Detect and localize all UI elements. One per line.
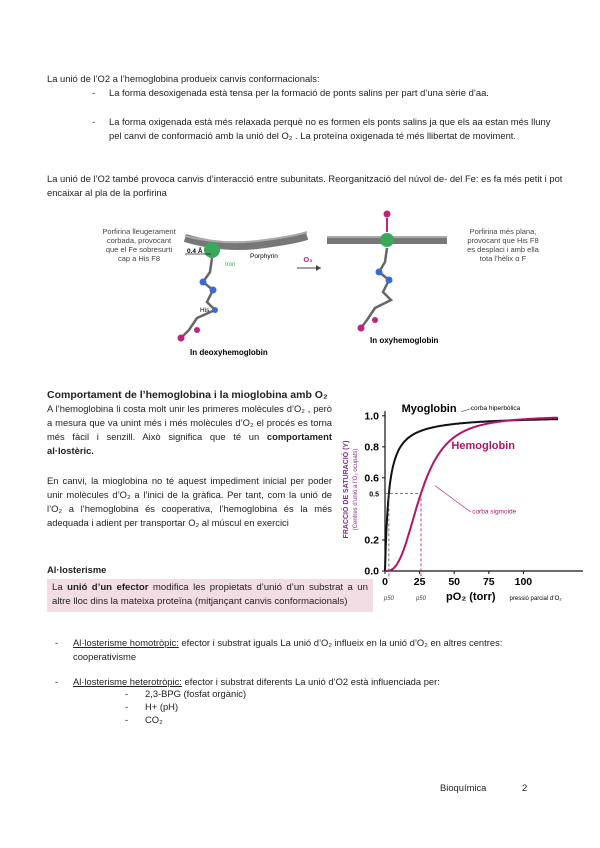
myoglobin-label: Myoglobin [401, 402, 457, 415]
allo-callout [47, 579, 373, 612]
chart-series [385, 403, 558, 571]
homotropic-text [73, 636, 561, 664]
footer-subject: Bioquímica [440, 782, 487, 793]
hemoglobin-p50-label: p50 [415, 596, 426, 602]
x-tick-label: 75 [482, 576, 495, 588]
effector-bpg: 2,3-BPG (fosfat orgànic) [145, 688, 247, 699]
heterotropic-item: - Al·losterisme heterotròpic: efector i substrat diferents La unió d’O2 està influenciada per: [55, 675, 561, 689]
distance-label: 0.4 Å [187, 248, 203, 255]
y-tick-label: 0.0 [364, 565, 379, 578]
callout-post: modifica les propietats d’unió d’un substrat a un altre lloc dins la mateixa proteïna (mitjançant canvis conformacionals) [52, 582, 368, 608]
oxygen-molecule [384, 211, 391, 218]
right-caption: Porfirina més plana, provocant que His F8 es desplaci i amb ella tota l’hèlix α F [467, 227, 539, 263]
section-p1-text: A l’hemoglobina li costa molt unir les primeres molècules d’O₂ , però a mesura que va unint més i més molècules d’O₂ el procés es torna més fàcil i senzill. Això significa que té un [47, 403, 332, 443]
sigmoid-annotation: corba sigmoide [472, 508, 517, 516]
homotropic-label: Al·losterisme homotròpic: [73, 637, 179, 648]
homotropic-desc: efector i substrat iguals La unió d’O₂ influeix en la unió d’O₂ en altres centres: cooperativisme [73, 637, 503, 663]
callout-pre: La [52, 582, 68, 593]
o2-label: O₂ [303, 255, 313, 264]
saturation-chart [330, 388, 588, 608]
bullet-deoxy: - La forma desoxigenada està tensa per la formació de ponts salins per part d’una sèrie d’aa. [92, 86, 562, 100]
callout-bold: unió d’un efector [67, 582, 149, 593]
effector-item: - 2,3-BPG (fosfat orgànic) [125, 688, 247, 699]
bullet-oxy: - La forma oxigenada està més relaxada perquè no es formen els ponts salins ja que els aa estan més lluny pel canvi de conformació amb la unió del O₂ . La proteïna oxigenada té més llibertat de moviment. [92, 115, 562, 143]
histidine-chain-left [181, 258, 215, 338]
effector-h: H+ (pH) [145, 701, 179, 712]
y-tick-label: 0.2 [364, 534, 379, 547]
section-paragraph-1 [47, 402, 332, 458]
effector-co2: CO₂ [145, 714, 163, 725]
left-caption: Porfirina lleugerament corbada, provocant que el Fe sobresurti cap a His F8 [102, 227, 176, 263]
heme-figure [85, 210, 545, 360]
hemoglobin-label: Hemoglobin [451, 439, 515, 452]
section-p1-bold: comportament al·lostèric. [47, 431, 332, 457]
oxy-label: In oxyhemoglobin [370, 336, 439, 345]
iron-atom-right [380, 233, 394, 247]
y-tick-label: 1.0 [364, 410, 379, 423]
effector-item: - CO₂ [125, 714, 163, 725]
y-tick-label: 0.8 [364, 441, 379, 454]
effector-item: - H+ (pH) [125, 701, 179, 712]
y-axis-note: (Centres d’unió a l’O₂ ocupats) [353, 448, 359, 531]
intro-line: La unió de l’O2 a l’hemoglobina produeix canvis conformacionals: [47, 73, 320, 84]
his-label: His [200, 307, 210, 314]
heterotropic-desc: efector i substrat diferents La unió d’O2 està influenciada per: [181, 676, 440, 687]
hyperbolic-annotation: corba hiperbòlica [470, 404, 521, 412]
hyperbolic-pointer [461, 409, 471, 412]
half-saturation-label: 0.5 [369, 491, 379, 499]
y-tick-label: 0.6 [364, 472, 379, 485]
deoxy-label: In deoxyhemoglobin [190, 348, 268, 357]
x-axis-note: pressió parcial d’O₂ [509, 596, 562, 602]
x-tick-label: 25 [413, 576, 426, 588]
y-axis-label: FRACCIÓ DE SATURACIÓ (Y) [343, 440, 350, 539]
x-axis-label: pO₂ (torr) [446, 591, 496, 603]
myoglobin-p50-label: p50 [383, 596, 394, 602]
section-paragraph-2: En canvi, la mioglobina no té aquest impediment inicial per poder unir molècules d’O₂ a l’inici de la gràfica. Per tant, com la unió de l’O₂ a l’hemoglobina és cooperativa, l’hemoglobina és la més adequada i adient per transportar O₂ al múscul en exercici [47, 475, 332, 529]
page-number: 2 [522, 782, 528, 793]
iron-label: Iron [225, 262, 236, 268]
x-tick-label: 0 [382, 576, 388, 588]
x-tick-label: 100 [514, 576, 533, 588]
porphyrin-label: Porphyrin [250, 253, 278, 260]
bullet-deoxy-text: La forma desoxigenada està tensa per la formació de ponts salins per part d’una sèrie d’aa. [109, 87, 489, 98]
effector-list [125, 687, 246, 726]
sigmoid-pointer [435, 486, 471, 512]
histidine-chain-right [361, 248, 391, 328]
allo-heading: Al·losterisme [47, 564, 107, 575]
homotropic-item: - Al·losterisme homotròpic: efector i substrat iguals La unió d’O₂ influeix en la unió d’O₂ en altres centres: cooperativisme [55, 636, 561, 664]
subunit-paragraph: La unió de l’O2 també provoca canvis d’interacció entre subunitats. Reorganització del núvol de- del Fe: es fa més petit i pot encaixar al pla de la porfirina [47, 173, 563, 199]
chart-axes [385, 411, 583, 571]
bullet-oxy-text: La forma oxigenada està més relaxada perquè no es formen els ponts salins ja que els aa estan més lluny pel canvi de conformació amb la unió del O₂ . La proteïna oxigenada té més llibertat de moviment. [109, 116, 551, 142]
chart-annotations [369, 402, 521, 602]
section-title: Comportament de l’hemoglobina i la mioglobina amb O₂ [47, 389, 328, 401]
x-tick-label: 50 [448, 576, 461, 588]
iron-atom-left [204, 242, 220, 258]
heterotropic-label: Al·losterisme heterotròpic: [73, 676, 182, 687]
